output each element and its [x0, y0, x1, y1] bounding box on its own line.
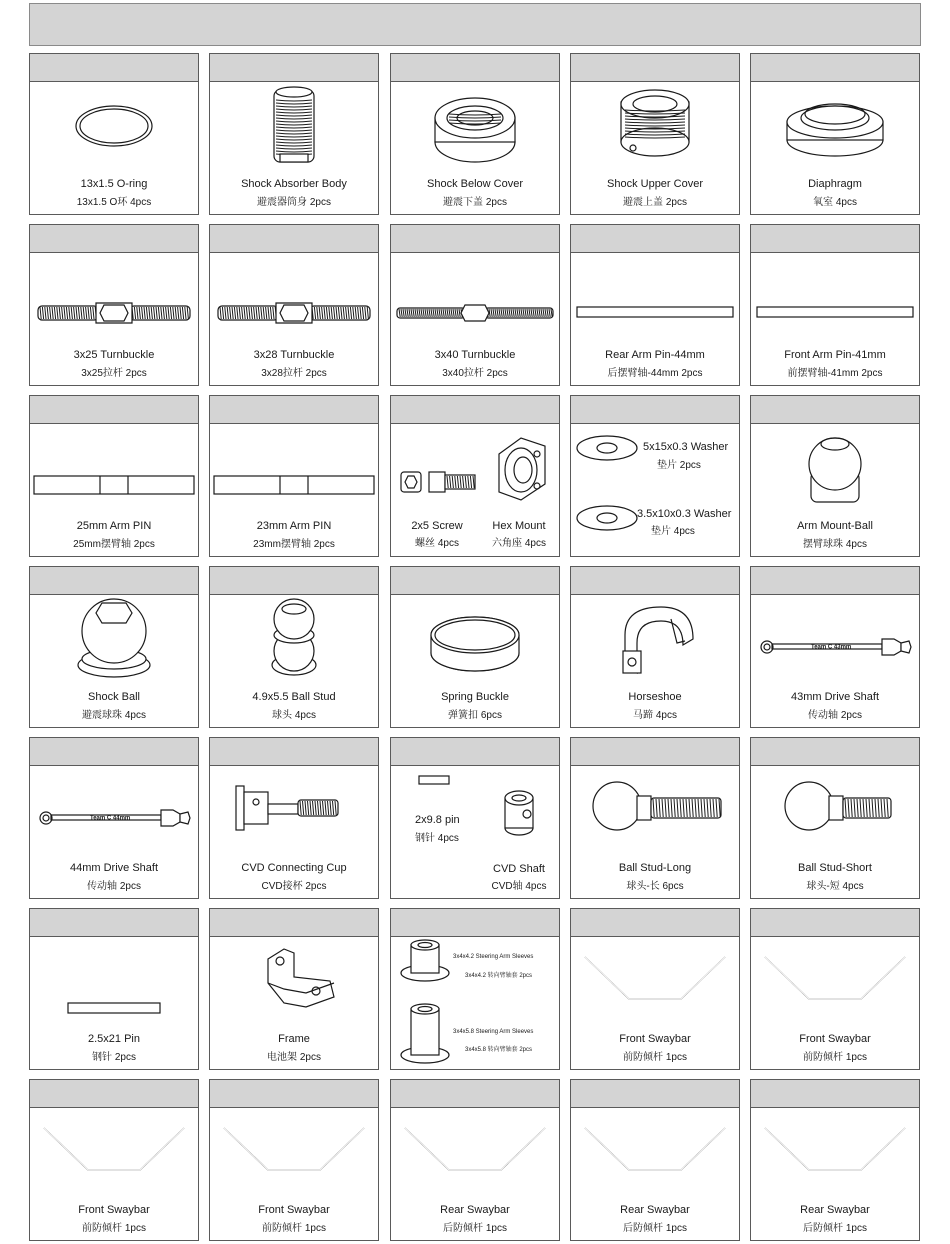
part-cell-header — [210, 54, 378, 82]
part-name: CVD Shaft — [493, 863, 545, 875]
part-name-cn: 后防倾杆 1pcs — [443, 1223, 507, 1234]
shock-below-cover-icon — [435, 98, 515, 162]
part-cell-header — [751, 225, 919, 253]
frame-icon — [268, 949, 334, 1007]
part-cell-header — [210, 396, 378, 424]
part-name-cn: 球头-长 6pcs — [626, 881, 684, 892]
part-name: Rear Arm Pin-44mm — [605, 349, 705, 361]
part-name-cn: 钢针 4pcs — [415, 833, 459, 844]
part-illustration — [751, 82, 919, 166]
part-name-cn: 3x40拉杆 2pcs — [442, 368, 508, 379]
turnbuckle-icon — [218, 303, 370, 323]
part-name-cn: 3x25拉杆 2pcs — [81, 368, 147, 379]
shock-upper-cover-icon — [621, 90, 689, 156]
arm-pin-grooved-icon — [34, 476, 194, 494]
top-header-bar — [29, 3, 921, 46]
part-cell-header — [30, 396, 198, 424]
part-name: Rear Swaybar — [800, 1204, 870, 1216]
part-cell-header — [30, 567, 198, 595]
part-cell-header — [751, 738, 919, 766]
part-name: 2x9.8 pin — [415, 814, 460, 826]
part-cell — [570, 1079, 740, 1241]
part-name-cn: 弹簧扣 6pcs — [448, 710, 502, 721]
swaybar-icon — [585, 957, 725, 999]
part-name: 3x25 Turnbuckle — [73, 349, 155, 361]
part-name: 2x5 Screw — [411, 520, 463, 532]
part-name: Shock Absorber Body — [241, 178, 347, 190]
part-cell — [29, 566, 199, 728]
drive-shaft-icon — [761, 639, 911, 655]
part-name: Front Arm Pin-41mm — [784, 349, 886, 361]
part-illustration — [571, 253, 739, 337]
part-cell-header — [210, 225, 378, 253]
drive-shaft-icon — [40, 810, 190, 826]
part-cell-header — [751, 567, 919, 595]
ball-icon — [809, 438, 861, 502]
part-cell — [390, 53, 560, 215]
part-illustration — [210, 1108, 378, 1192]
part-illustration — [210, 253, 378, 337]
part-name: Horseshoe — [628, 691, 682, 703]
part-cell-header — [571, 396, 739, 424]
part-name-cn: 前防倾杆 1pcs — [82, 1223, 146, 1234]
part-cell — [570, 224, 740, 386]
part-name-cn: 前防倾杆 1pcs — [623, 1052, 687, 1063]
turnbuckle-long-icon — [397, 305, 553, 321]
part-name-cn: 25mm摆臂轴 2pcs — [73, 539, 155, 550]
part-illustration — [751, 766, 919, 850]
part-cell-header — [391, 396, 559, 424]
part-cell-header — [751, 1080, 919, 1108]
part-name-cn: 传动轴 2pcs — [808, 710, 862, 721]
part-name-cn: 马蹄 4pcs — [633, 710, 677, 721]
part-cell-header — [30, 225, 198, 253]
part-name-cn: 后防倾杆 1pcs — [803, 1223, 867, 1234]
part-cell — [390, 737, 560, 899]
part-cell — [750, 395, 920, 557]
part-cell-header — [210, 1080, 378, 1108]
part-name: 3.5x10x0.3 Washer — [637, 508, 732, 520]
part-illustration — [30, 937, 198, 1021]
steering-arm-sleeves-icon — [401, 940, 449, 1063]
part-cell-header — [571, 567, 739, 595]
part-name-cn: 避震上盖 2pcs — [623, 197, 687, 208]
part-cell-header — [391, 567, 559, 595]
part-cell — [209, 908, 379, 1070]
part-illustration — [751, 937, 919, 1021]
part-cell-header — [210, 738, 378, 766]
part-name: Spring Buckle — [441, 691, 509, 703]
part-cell — [209, 224, 379, 386]
part-name-cn: 球头-短 4pcs — [806, 881, 864, 892]
part-name-cn: CVD轴 4pcs — [491, 881, 547, 892]
part-name-cn: 球头 4pcs — [272, 710, 316, 721]
o-ring-icon — [76, 106, 152, 146]
part-name: Shock Ball — [88, 691, 140, 703]
part-name: Frame — [278, 1033, 310, 1045]
screw-and-hex-mount-icon — [401, 438, 545, 500]
part-name: CVD Connecting Cup — [241, 862, 347, 874]
part-illustration — [751, 424, 919, 508]
part-name-cn: 避震球珠 4pcs — [82, 710, 146, 721]
arm-pin-grooved-icon — [214, 476, 374, 494]
part-name: Ball Stud-Long — [618, 862, 692, 874]
part-name-cn: 螺丝 4pcs — [415, 538, 459, 549]
part-cell-header — [571, 738, 739, 766]
part-cell-header — [571, 54, 739, 82]
part-cell — [209, 737, 379, 899]
part-cell — [29, 1079, 199, 1241]
part-name: Front Swaybar — [619, 1033, 691, 1045]
part-name: Hex Mount — [492, 520, 546, 532]
shock-body-icon — [274, 87, 314, 162]
part-name: 2.5x21 Pin — [88, 1033, 140, 1045]
part-illustration — [30, 595, 198, 679]
part-name: 13x1.5 O-ring — [80, 178, 148, 190]
part-name-cn: 电池架 2pcs — [267, 1052, 321, 1063]
arm-pin-icon — [757, 307, 913, 317]
part-cell-header — [391, 54, 559, 82]
part-cell-header — [391, 909, 559, 937]
part-cell — [29, 224, 199, 386]
part-cell — [29, 908, 199, 1070]
part-name-cn: 垫片 2pcs — [657, 460, 701, 471]
part-name-cn: 六角座 4pcs — [492, 538, 546, 549]
part-name: Rear Swaybar — [440, 1204, 510, 1216]
part-cell — [750, 53, 920, 215]
part-illustration — [751, 595, 919, 679]
part-cell — [570, 566, 740, 728]
part-name: Rear Swaybar — [620, 1204, 690, 1216]
part-name-cn: 3x4x4.2 转向臂轴套 2pcs — [465, 973, 533, 979]
part-name-cn: 钢针 2pcs — [92, 1052, 136, 1063]
swaybar-icon — [405, 1128, 545, 1170]
part-cell — [390, 395, 560, 557]
part-cell — [390, 1079, 560, 1241]
shaft-engraving: Team C 44mm — [90, 815, 131, 822]
part-cell-header — [571, 909, 739, 937]
part-illustration — [210, 82, 378, 166]
spring-buckle-icon — [431, 617, 519, 671]
part-name: 5x15x0.3 Washer — [643, 441, 729, 453]
part-illustration — [210, 424, 378, 508]
part-cell-header — [571, 1080, 739, 1108]
part-cell — [570, 737, 740, 899]
horseshoe-icon — [623, 607, 693, 673]
part-illustration — [571, 766, 739, 850]
part-illustration — [751, 253, 919, 337]
part-illustration — [391, 82, 559, 166]
part-cell — [29, 53, 199, 215]
part-name-cn: 23mm摆臂轴 2pcs — [253, 539, 335, 550]
part-illustration — [571, 1108, 739, 1192]
part-illustration — [210, 766, 378, 850]
part-cell — [750, 737, 920, 899]
ball-stud-icon — [272, 599, 316, 675]
pin-icon — [68, 1003, 160, 1013]
part-name: Shock Below Cover — [427, 178, 523, 190]
part-name-cn: 氧室 4pcs — [813, 197, 857, 208]
part-name-cn: 传动轴 2pcs — [87, 881, 141, 892]
part-name: Front Swaybar — [258, 1204, 330, 1216]
part-cell-header — [391, 738, 559, 766]
part-name-cn: 3x4x5.8 转向臂轴套 2pcs — [465, 1047, 533, 1053]
part-name: Front Swaybar — [799, 1033, 871, 1045]
part-cell-header — [30, 909, 198, 937]
part-cell-header — [210, 567, 378, 595]
part-cell — [750, 1079, 920, 1241]
part-name-cn: 摆臂球珠 4pcs — [803, 539, 867, 550]
part-name-cn: 前防倾杆 1pcs — [262, 1223, 326, 1234]
part-name-cn: 前防倾杆 1pcs — [803, 1052, 867, 1063]
part-cell-header — [30, 54, 198, 82]
part-cell — [570, 908, 740, 1070]
shaft-engraving: Team C 43mm — [811, 644, 852, 651]
part-illustration — [210, 937, 378, 1021]
part-illustration — [30, 424, 198, 508]
washers-icon — [577, 436, 637, 530]
part-cell — [750, 566, 920, 728]
part-illustration — [210, 595, 378, 679]
part-cell — [209, 1079, 379, 1241]
part-name-cn: 后摆臂轴-44mm 2pcs — [607, 368, 703, 379]
part-cell-header — [391, 225, 559, 253]
part-cell — [750, 224, 920, 386]
part-illustration — [571, 595, 739, 679]
arm-pin-icon — [577, 307, 733, 317]
part-name: Diaphragm — [808, 178, 862, 190]
part-cell — [570, 395, 740, 557]
part-illustration — [391, 595, 559, 679]
part-cell-header — [751, 54, 919, 82]
diaphragm-icon — [787, 104, 883, 156]
part-name: 23mm Arm PIN — [256, 520, 332, 532]
part-cell-header — [30, 1080, 198, 1108]
part-name-cn: 避震器筒身 2pcs — [257, 197, 331, 208]
part-name-cn: 3x28拉杆 2pcs — [261, 368, 327, 379]
part-illustration — [30, 82, 198, 166]
swaybar-icon — [44, 1128, 184, 1170]
swaybar-icon — [224, 1128, 364, 1170]
part-name: 25mm Arm PIN — [76, 520, 152, 532]
part-name: Shock Upper Cover — [607, 178, 703, 190]
part-name: 3x40 Turnbuckle — [434, 349, 516, 361]
part-name: Arm Mount-Ball — [797, 520, 873, 532]
part-cell — [390, 908, 560, 1070]
part-illustration — [30, 766, 198, 850]
swaybar-icon — [585, 1128, 725, 1170]
part-name-cn: 后防倾杆 1pcs — [623, 1223, 687, 1234]
shock-ball-icon — [78, 599, 150, 677]
part-name-cn: CVD接杯 2pcs — [261, 881, 327, 892]
part-name-cn: 前摆臂轴-41mm 2pcs — [787, 368, 883, 379]
part-name: 43mm Drive Shaft — [790, 691, 880, 703]
part-cell — [209, 566, 379, 728]
swaybar-icon — [765, 957, 905, 999]
part-cell — [570, 53, 740, 215]
part-cell-header — [751, 909, 919, 937]
part-illustration — [30, 1108, 198, 1192]
part-name: 3x28 Turnbuckle — [253, 349, 335, 361]
part-cell — [29, 737, 199, 899]
part-name-cn: 13x1.5 O环 4pcs — [76, 197, 152, 208]
part-cell-header — [30, 738, 198, 766]
part-name-cn: 避震下盖 2pcs — [443, 197, 507, 208]
part-cell — [29, 395, 199, 557]
part-cell — [209, 395, 379, 557]
part-illustration — [391, 1108, 559, 1192]
part-illustration — [751, 1108, 919, 1192]
part-name: Ball Stud-Short — [798, 862, 872, 874]
ball-stud-long-icon — [593, 782, 721, 830]
part-name: 44mm Drive Shaft — [69, 862, 159, 874]
part-cell-header — [391, 1080, 559, 1108]
part-cell-header — [751, 396, 919, 424]
part-cell — [390, 566, 560, 728]
part-cell — [209, 53, 379, 215]
part-cell-header — [210, 909, 378, 937]
part-name: 3x4x5.8 Steering Arm Sleeves — [453, 1029, 534, 1035]
cvd-cup-icon — [236, 786, 338, 830]
part-illustration — [391, 253, 559, 337]
part-illustration — [571, 937, 739, 1021]
part-name: Front Swaybar — [78, 1204, 150, 1216]
turnbuckle-icon — [38, 303, 190, 323]
part-cell — [750, 908, 920, 1070]
part-name-cn: 垫片 4pcs — [651, 526, 695, 537]
part-illustration — [571, 82, 739, 166]
part-name: 3x4x4.2 Steering Arm Sleeves — [453, 954, 534, 960]
part-illustration — [30, 253, 198, 337]
ball-stud-short-icon — [785, 782, 891, 830]
part-cell-header — [571, 225, 739, 253]
part-cell — [390, 224, 560, 386]
part-name: 4.9x5.5 Ball Stud — [252, 691, 336, 703]
swaybar-icon — [765, 1128, 905, 1170]
